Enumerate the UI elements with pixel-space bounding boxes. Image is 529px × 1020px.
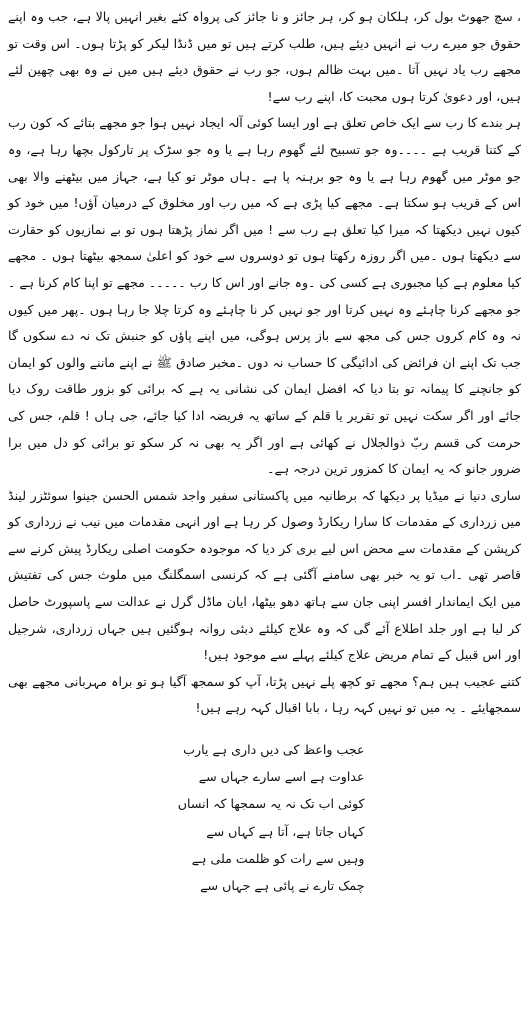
iqbal-poem [8, 736, 521, 899]
poem-verse: کہاں جاتا ہے، آتا ہے کہاں سے [206, 823, 365, 839]
poem-verse: وہیں سے رات کو ظلمت ملی ہے [191, 850, 365, 866]
article-paragraph: کتنے عجیب ہیں ہم؟ مجھے تو کچھ پلے نہیں پڑتا، آپ کو سمجھ آگیا ہو تو براہ مہربانی مجھے بھی سمجھایئے ۔ یہ میں تو نہیں کہہ رہا ، بابا اقبال کہہ رہے ہیں! [8, 673, 521, 716]
article-paragraph: ہر بندے کا رب سے ایک خاص تعلق ہے اور ایسا کوئی آلہ ایجاد نہیں ہوا جو مجھے بتائے کہ کون رب کے کتنا قریب ہے ۔۔۔۔وہ جو تسبیح لئے گھوم رہا ہے یا وہ جو سڑک پر تارکول بچھا رہا ہے، وہ جو موٹر میں گھوم رہا ہے یا وہ جو برہنہ پا ہے ۔ہاں موٹر تو کیا ہے، جہاز میں بیٹھنے والا بھی اس کے قریب ہو سکتا ہے۔ مجھے کیا پڑی ہے کہ میں رب اور مخلوق کے درمیان آؤں! میں خود کو کیوں نہیں دیکھتا کہ میرا کیا تعلق ہے رب سے ! میں اگر نماز پڑھتا ہوں تو بے نمازیوں کو حقارت سے دیکھتا ہوں ۔میں اگر روزہ رکھتا ہوں تو دوسروں سے خود کو اعلیٰ سمجھ بیٹھتا ہوں ۔ مجھے کیا معلوم ہے کیا مجبوری ہے کسی کی ۔وہ جانے اور اس کا رب ۔۔۔۔۔ مجھے تو اپنا کام کرنا ہے ۔ جو مجھے کرنا چاہئے وہ نہیں کرتا اور جو نہیں کر نا چاہئے وہ کرتا چلا جا رہا ہوں ۔پھر میں کیوں نہ وہ کام کروں جس کی مجھ سے باز پرس ہوگی، میں اپنے پاؤں کو جنبش تک نہ دے سکوں گا جب تک اپنے ان فرائض کی ادائیگی کا حساب نہ دوں ۔مخبر صادق ﷺ نے اپنے ماننے والوں کو ایمان کو جانچنے کا پیمانہ تو بتا دیا کہ افضل ایمان کی نشانی یہ ہے کہ برائی کو بزور طاقت روک دیا جائے اور اگر سکت نہیں تو تقریر یا قلم کے ساتھ یہ فریضہ ادا کیا جائے، جی ہاں ! قلم، جس کی حرمت کی قسم ربّ ذوالجلال نے کھائی ہے اور اگر یہ بھی نہ کر سکو تو برائی کو دل میں برا ضرور جانو کہ یہ ایمان کا کمزور ترین درجہ ہے۔ [8, 115, 521, 477]
poem-verse: کوئی اب تک نہ یہ سمجھا کہ انساں [177, 796, 365, 812]
poem-verse: چمک تارے نے پائی ہے جہاں سے [200, 878, 365, 894]
article-paragraph: ، سچ جھوٹ بول کر، ہلکان ہو کر، ہر جائز و نا جائز کی پرواہ کئے بغیر انہیں پالا ہے، جب وہ اپنے حقوق جو میرے رب نے انہیں دیئے ہیں، طلب کرتے ہیں تو میں ڈنڈا لیکر کو پڑتا ہوں۔ اس وقت تو مجھے رب یاد نہیں آتا ۔میں بہت ظالم ہوں، جو رب نے حقوق دیئے ہیں میں نے وہ بھی چھین لئے ہیں، اور دعویٰ کرتا ہوں محبت کا، اپنے رب سے! [8, 9, 521, 104]
poem-verse: عجب واعظ کی دیں داری ہے یارب [183, 742, 365, 758]
article-body [8, 4, 521, 722]
article-paragraph: ساری دنیا نے میڈیا پر دیکھا کہ برطانیہ میں پاکستانی سفیر واجد شمس الحسن جینوا سوئٹزر لینڈ میں زرداری کے مقدمات کا سارا ریکارڈ وصول کر رہا ہے اور انہی مقدمات میں نیب نے زرداری کو کرپشن کے مقدمات سے محض اس لیے بری کر دیا کہ موجودہ حکومت اصلی ریکارڈ پیش کرنے سے قاصر تھی ۔اب تو یہ خبر بھی سامنے آگئی ہے کہ کرنسی اسمگلنگ میں ملوث جس کی تفتیش میں ایک ایماندار افسر اپنی جان سے ہاتھ دھو بیٹھا، ایان ماڈل گرل نے عدالت سے پاسپورٹ حاصل کر لیا ہے اور جلد اطلاع آئے گی کہ وہ علاج کیلئے دبئی روانہ ہوگئیں ہیں جہاں زرداری، شرجیل اور اس قبیل کے تمام مریض علاج کیلئے پہلے سے موجود ہیں! [8, 487, 521, 663]
poem-verse: عداوت ہے اسے سارے جہاں سے [198, 769, 365, 785]
